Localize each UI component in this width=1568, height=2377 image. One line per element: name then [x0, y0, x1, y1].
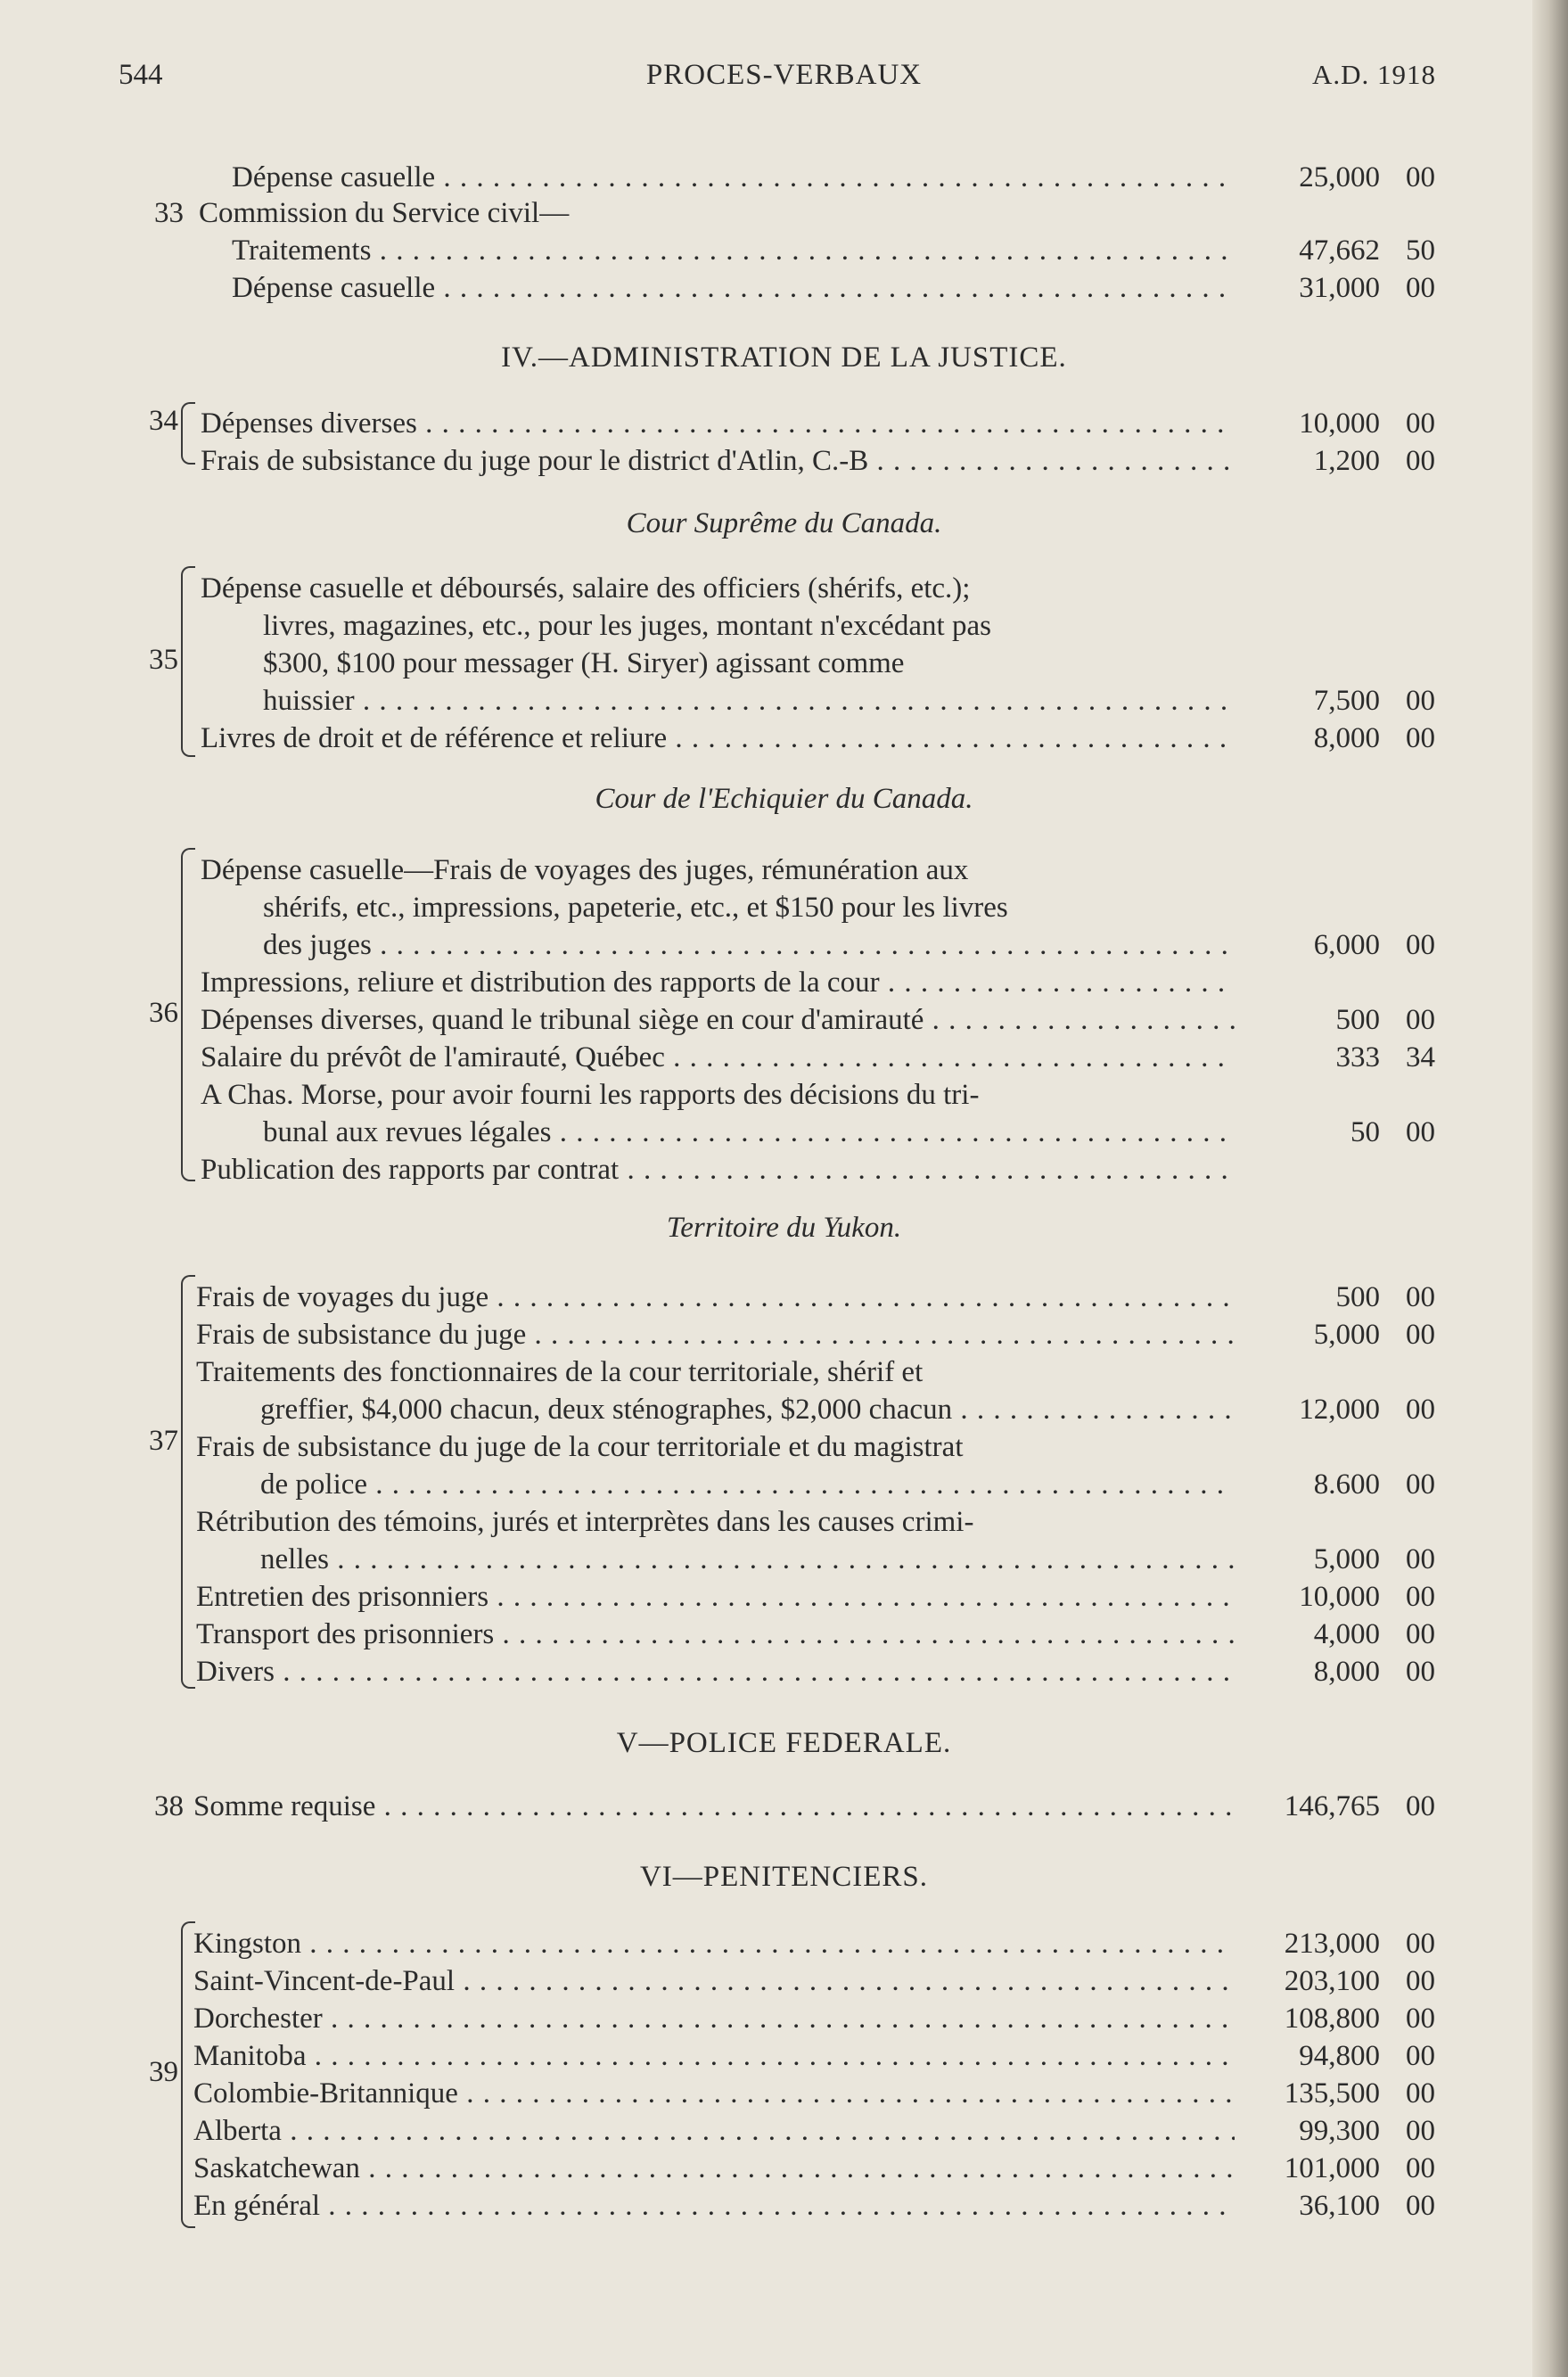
- item-amount: 101,000: [1284, 2152, 1380, 2184]
- item-amount: 500: [1335, 1004, 1380, 1036]
- item-description: Dépense casuelle . . .: [232, 159, 1235, 196]
- item-description: Transport des prisonniers . . .: [196, 1616, 1235, 1653]
- item-cents: 00: [1406, 1116, 1435, 1148]
- item-amount: 12,000: [1299, 1394, 1380, 1426]
- subheading-exchequer-court: Cour de l'Echiquier du Canada.: [595, 783, 973, 815]
- item-description: $300, $100 pour messager (H. Siryer) agissant comme: [263, 647, 905, 679]
- item-amount: 36,100: [1299, 2190, 1380, 2222]
- item-number-34: 34: [149, 405, 178, 437]
- line-item: [0, 269, 1568, 307]
- item-cents: 00: [1406, 1656, 1435, 1688]
- item-description: Impressions, reliure et distribution des rapports de la cour . . .: [201, 964, 1235, 1001]
- item-description: Dépenses diverses . . .: [201, 405, 1235, 442]
- item-cents: 00: [1406, 2152, 1435, 2184]
- item-description: livres, magazines, etc., pour les juges, montant n'excédant pas: [263, 610, 991, 642]
- item-number-36: 36: [149, 997, 178, 1029]
- item-amount: 4,000: [1313, 1618, 1380, 1650]
- item-cents: 00: [1406, 929, 1435, 961]
- line-item: [0, 1428, 1568, 1466]
- item-description: Frais de voyages du juge . . .: [196, 1279, 1235, 1316]
- item-amount: 333: [1335, 1041, 1380, 1073]
- item-description: Dépense casuelle . . .: [232, 269, 1235, 307]
- line-item: [0, 1503, 1568, 1541]
- item-amount: 1,200: [1313, 445, 1380, 477]
- item-description: Saskatchewan . . .: [193, 2150, 1235, 2187]
- item-cents: 00: [1406, 685, 1435, 717]
- item-description: Dépenses diverses, quand le tribunal siège en cour d'amirauté . . .: [201, 1001, 1235, 1039]
- item-description: Dorchester . . .: [193, 2000, 1235, 2037]
- line-item: [0, 2075, 1568, 2112]
- item-amount: 7,500: [1313, 685, 1380, 717]
- page-number: 544: [119, 59, 163, 91]
- section-heading-penitentiaries: VI—PENITENCIERS.: [639, 1861, 929, 1893]
- item-amount: 5,000: [1313, 1543, 1380, 1575]
- item-amount: 8,000: [1313, 722, 1380, 754]
- item-description: Saint-Vincent-de-Paul . . .: [193, 1962, 1235, 2000]
- line-item: [0, 1316, 1568, 1353]
- item-cents: 00: [1406, 1281, 1435, 1313]
- item-number: 33: [154, 197, 184, 229]
- item-amount: 8.600: [1313, 1468, 1380, 1501]
- item-cents: 00: [1406, 445, 1435, 477]
- item-amount: 10,000: [1299, 407, 1380, 440]
- line-item: [0, 1788, 1568, 1825]
- line-item: [0, 442, 1568, 480]
- item-description: greffier, $4,000 chacun, deux sténographes, $2,000 chacun . . .: [260, 1391, 1235, 1428]
- item-amount: 5,000: [1313, 1319, 1380, 1351]
- line-item: [0, 645, 1568, 682]
- line-item: [0, 682, 1568, 720]
- item-description: Somme requise . . .: [193, 1788, 1235, 1825]
- item-number-37: 37: [149, 1425, 178, 1457]
- line-item: [0, 1114, 1568, 1151]
- item-description: A Chas. Morse, pour avoir fourni les rapports des décisions du tri-: [201, 1079, 980, 1111]
- item-cents: 00: [1406, 2077, 1435, 2110]
- subheading-yukon: Territoire du Yukon.: [666, 1212, 902, 1244]
- item-description: des juges . . .: [263, 926, 1235, 964]
- line-item: [0, 1391, 1568, 1428]
- item-description: Salaire du prévôt de l'amirauté, Québec . . .: [201, 1039, 1235, 1076]
- item-amount: 213,000: [1284, 1928, 1380, 1960]
- item-amount: 203,100: [1284, 1965, 1380, 1997]
- item-description: Traitements . . .: [232, 232, 1235, 269]
- line-item: [0, 2112, 1568, 2150]
- item-description: de police . . .: [260, 1466, 1235, 1503]
- item-description: Publication des rapports par contrat . . .: [201, 1151, 1235, 1188]
- line-item: [0, 1653, 1568, 1690]
- item-cents: 00: [1406, 1004, 1435, 1036]
- item-cents: 00: [1406, 1468, 1435, 1501]
- item-amount: 8,000: [1313, 1656, 1380, 1688]
- item-description: Traitements des fonctionnaires de la cour territoriale, shérif et: [196, 1356, 924, 1388]
- line-item: [0, 159, 1568, 196]
- line-item: [0, 2037, 1568, 2075]
- item-description: Livres de droit et de référence et reliure . . .: [201, 720, 1235, 757]
- item-amount: 50: [1350, 1116, 1380, 1148]
- item-cents: 50: [1406, 234, 1435, 267]
- line-item: [0, 1541, 1568, 1578]
- item-description: Dépense casuelle—Frais de voyages des juges, rémunération aux: [201, 854, 969, 886]
- item-description: shérifs, etc., impressions, papeterie, etc., et $150 pour les livres: [263, 892, 1008, 924]
- item-number: 38: [154, 1790, 184, 1822]
- line-item: [0, 1962, 1568, 2000]
- item-amount: 108,800: [1284, 2003, 1380, 2035]
- item-description: Divers . . .: [196, 1653, 1235, 1690]
- year-label: A.D. 1918: [1311, 59, 1436, 90]
- item-cents: 00: [1406, 1618, 1435, 1650]
- line-item: [0, 926, 1568, 964]
- item-cents: 00: [1406, 2190, 1435, 2222]
- item-description: Alberta . . .: [193, 2112, 1235, 2150]
- line-item: [0, 1353, 1568, 1391]
- line-item: [0, 232, 1568, 269]
- line-item: [0, 1578, 1568, 1616]
- line-item: [0, 1001, 1568, 1039]
- line-item: [0, 2150, 1568, 2187]
- item-cents: 00: [1406, 2003, 1435, 2035]
- item-description: Frais de subsistance du juge de la cour territoriale et du magistrat: [196, 1431, 964, 1463]
- item-description: Kingston . . .: [193, 1925, 1235, 1962]
- item-cents: 34: [1406, 1041, 1435, 1073]
- line-item: [0, 1076, 1568, 1114]
- item-description: Commission du Service civil—: [199, 197, 570, 229]
- item-description: nelles . . .: [260, 1541, 1235, 1578]
- section-heading-justice: IV.—ADMINISTRATION DE LA JUSTICE.: [501, 341, 1067, 374]
- item-description: Entretien des prisonniers . . .: [196, 1578, 1235, 1616]
- line-item: [0, 570, 1568, 607]
- line-item: [0, 1039, 1568, 1076]
- item-amount: 25,000: [1299, 161, 1380, 193]
- item-number-39: 39: [149, 2056, 178, 2088]
- item-cents: 00: [1406, 1965, 1435, 1997]
- item-amount: 146,765: [1284, 1790, 1380, 1822]
- line-item: [0, 2187, 1568, 2225]
- item-amount: 94,800: [1299, 2040, 1380, 2072]
- line-item: [0, 1466, 1568, 1503]
- line-item: [0, 2000, 1568, 2037]
- item-cents: 00: [1406, 1581, 1435, 1613]
- item-amount: 135,500: [1284, 2077, 1380, 2110]
- item-description: Frais de subsistance du juge pour le district d'Atlin, C.-B . . .: [201, 442, 1235, 480]
- line-item: [0, 851, 1568, 889]
- subheading-supreme-court: Cour Suprême du Canada.: [626, 507, 942, 539]
- section-heading-police: V—POLICE FEDERALE.: [616, 1727, 952, 1759]
- item-cents: 00: [1406, 1928, 1435, 1960]
- line-item: [0, 1279, 1568, 1316]
- item-cents: 00: [1406, 272, 1435, 304]
- item-amount: 500: [1335, 1281, 1380, 1313]
- item-description: Rétribution des témoins, jurés et interprètes dans les causes crimi-: [196, 1506, 974, 1538]
- line-item: [0, 964, 1568, 1001]
- item-amount: 31,000: [1299, 272, 1380, 304]
- item-amount: 99,300: [1299, 2115, 1380, 2147]
- item-amount: 47,662: [1299, 234, 1380, 267]
- item-cents: 00: [1406, 161, 1435, 193]
- item-amount: 10,000: [1299, 1581, 1380, 1613]
- item-description: huissier . . .: [263, 682, 1235, 720]
- line-item: [0, 720, 1568, 757]
- item-description: Manitoba . . .: [193, 2037, 1235, 2075]
- item-description: En général . . .: [193, 2187, 1235, 2225]
- running-title: PROCES-VERBAUX: [645, 59, 923, 91]
- item-cents: 00: [1406, 1790, 1435, 1822]
- item-description: Frais de subsistance du juge . . .: [196, 1316, 1235, 1353]
- line-item: [0, 1616, 1568, 1653]
- item-description: Colombie-Britannique . . .: [193, 2075, 1235, 2112]
- item-cents: 00: [1406, 1543, 1435, 1575]
- item-cents: 00: [1406, 1394, 1435, 1426]
- item-cents: 00: [1406, 2115, 1435, 2147]
- item-cents: 00: [1406, 1319, 1435, 1351]
- item-cents: 00: [1406, 722, 1435, 754]
- item-amount: 6,000: [1313, 929, 1380, 961]
- line-item: [0, 405, 1568, 442]
- line-item: [0, 1925, 1568, 1962]
- item-number-35: 35: [149, 644, 178, 676]
- line-item: [0, 607, 1568, 645]
- item-description: bunal aux revues légales . . .: [263, 1114, 1235, 1151]
- item-cents: 00: [1406, 2040, 1435, 2072]
- line-item: [0, 889, 1568, 926]
- line-item: [0, 1151, 1568, 1188]
- item-description: Dépense casuelle et déboursés, salaire des officiers (shérifs, etc.);: [201, 572, 971, 605]
- item-cents: 00: [1406, 407, 1435, 440]
- line-item: [0, 194, 1568, 232]
